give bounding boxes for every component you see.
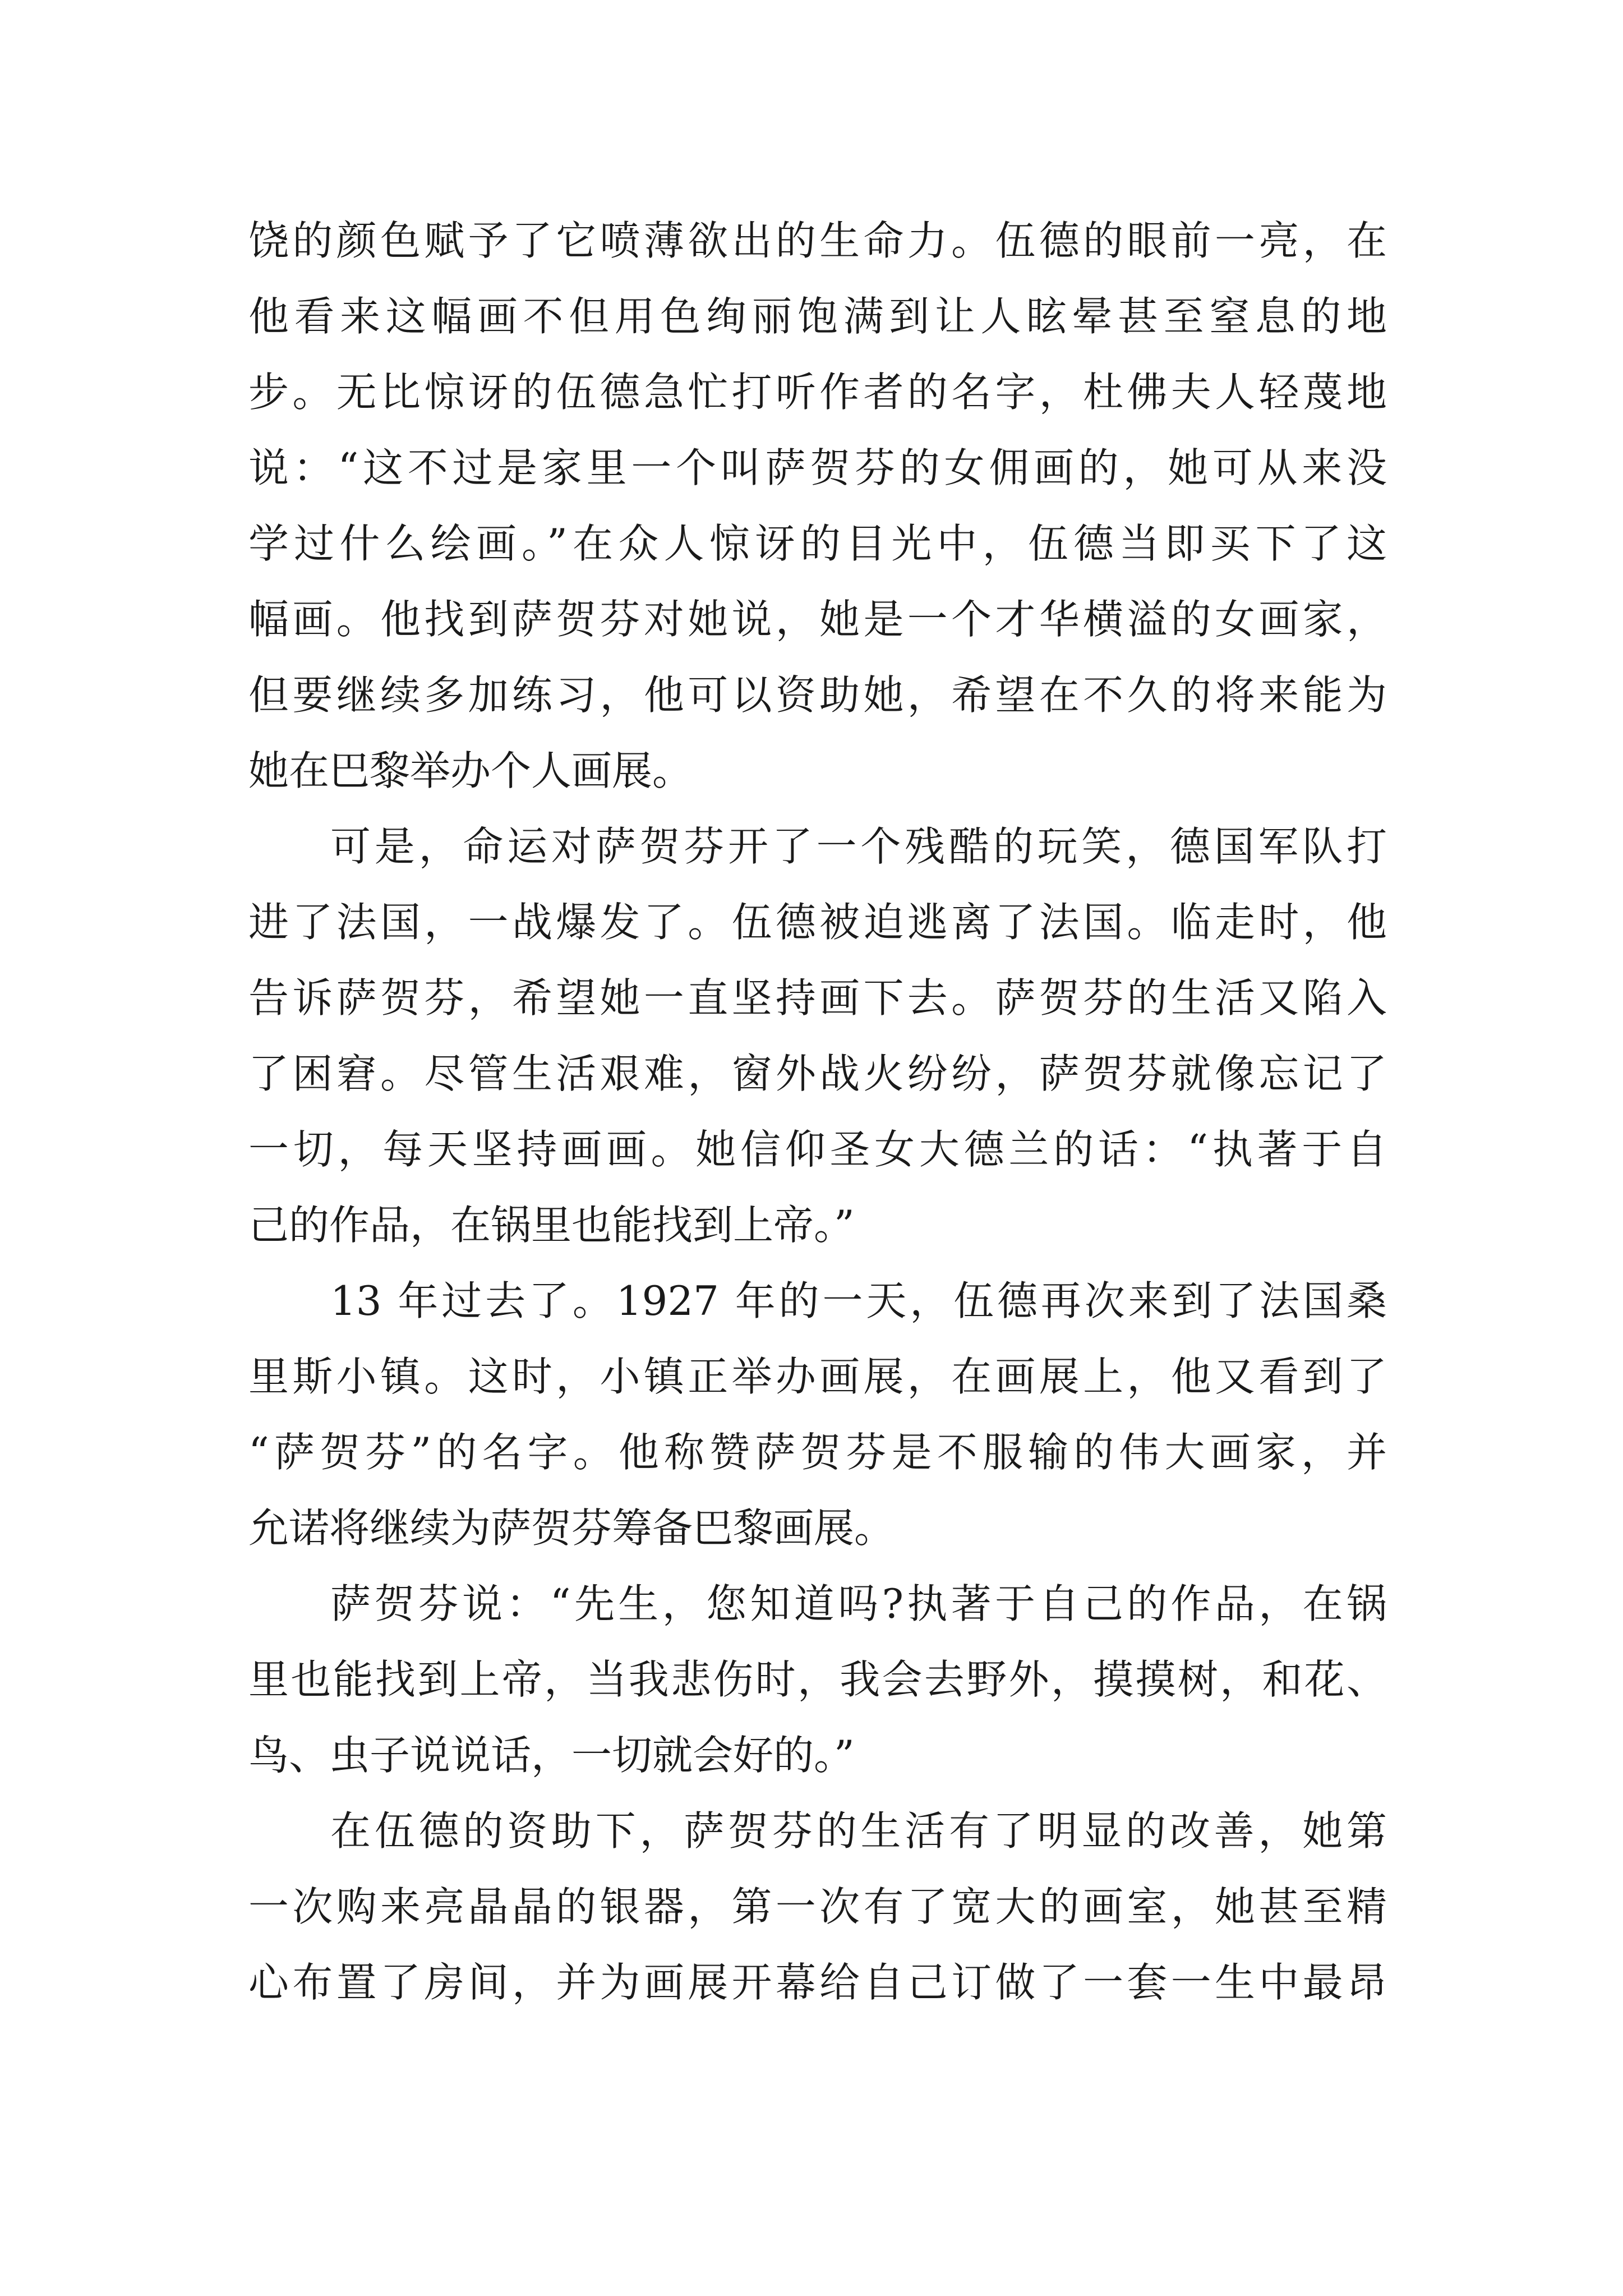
paragraph-line: 己的作品，在锅里也能找到上帝。” xyxy=(248,1202,855,1249)
paragraph-line: 但要继续多加练习，他可以资助她，希望在不久的将来能为 xyxy=(248,671,1387,719)
paragraph-line: 告诉萨贺芬，希望她一直坚持画下去。萨贺芬的生活又陷入 xyxy=(248,974,1387,1022)
paragraph-line: 里斯小镇。这时，小镇正举办画展，在画展上，他又看到了 xyxy=(248,1353,1387,1400)
paragraph-line: 一次购来亮晶晶的银器，第一次有了宽大的画室，她甚至精 xyxy=(248,1883,1387,1930)
body-text xyxy=(248,203,1387,2021)
paragraph-line: 说：“这不过是家里一个叫萨贺芬的女佣画的，她可从来没 xyxy=(248,444,1387,491)
paragraph-line: 饶的颜色赋予了它喷薄欲出的生命力。伍德的眼前一亮，在 xyxy=(248,217,1387,264)
paragraph-line: 了困窘。尽管生活艰难，窗外战火纷纷，萨贺芬就像忘记了 xyxy=(248,1050,1387,1097)
paragraph-line: 她在巴黎举办个人画展。 xyxy=(248,747,693,794)
paragraph-line: 鸟、虫子说说话，一切就会好的。” xyxy=(248,1732,855,1779)
paragraph-line: 步。无比惊讶的伍德急忙打听作者的名字，杜佛夫人轻蔑地 xyxy=(248,369,1387,416)
paragraph-line: 在伍德的资助下，萨贺芬的生活有了明显的改善，她第 xyxy=(330,1807,1387,1855)
paragraph-line: 萨贺芬说：“先生，您知道吗?执著于自己的作品，在锅 xyxy=(330,1580,1387,1627)
paragraph-line: 一切，每天坚持画画。她信仰圣女大德兰的话：“执著于自 xyxy=(248,1126,1387,1173)
paragraph-line: 允诺将继续为萨贺芬筹备巴黎画展。 xyxy=(248,1504,895,1552)
paragraph-line: 学过什么绘画。”在众人惊讶的目光中，伍德当即买下了这 xyxy=(248,520,1387,567)
paragraph-line: “萨贺芬”的名字。他称赞萨贺芬是不服输的伟大画家，并 xyxy=(248,1429,1387,1476)
paragraph-line: 幅画。他找到萨贺芬对她说，她是一个才华横溢的女画家， xyxy=(248,596,1387,643)
paragraph-line: 他看来这幅画不但用色绚丽饱满到让人眩晕甚至窒息的地 xyxy=(248,293,1387,340)
paragraph-line: 13 年过去了。1927 年的一天，伍德再次来到了法国桑 xyxy=(330,1277,1387,1324)
paragraph-line: 里也能找到上帝，当我悲伤时，我会去野外，摸摸树，和花、 xyxy=(248,1656,1387,1703)
paragraph-line: 心布置了房间，并为画展开幕给自己订做了一套一生中最昂 xyxy=(248,1959,1387,2006)
paragraph-line: 可是，命运对萨贺芬开了一个残酷的玩笑，德国军队打 xyxy=(330,823,1387,870)
paragraph-line: 进了法国，一战爆发了。伍德被迫逃离了法国。临走时，他 xyxy=(248,899,1387,946)
